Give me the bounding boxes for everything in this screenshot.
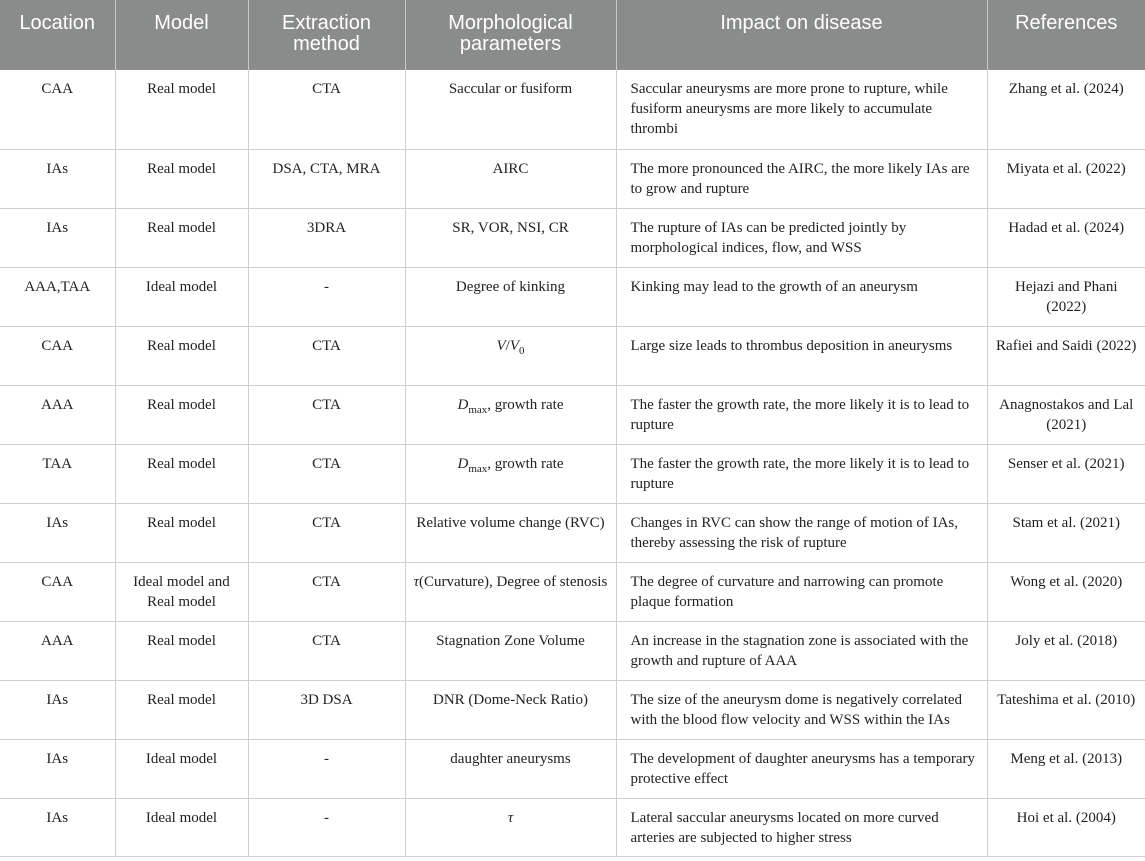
- cell-params: SR, VOR, NSI, CR: [405, 208, 616, 267]
- param-symbol: V: [509, 337, 519, 354]
- cell-model: Ideal model: [115, 798, 248, 856]
- table-row: [0, 798, 1145, 856]
- param-symbol: D: [457, 455, 469, 472]
- cell-method: CTA: [248, 326, 405, 385]
- cell-method: DSA, CTA, MRA: [248, 149, 405, 208]
- param-symbol: τ: [507, 809, 514, 826]
- cell-params: daughter aneurysms: [405, 739, 616, 798]
- cell-method: CTA: [248, 70, 405, 149]
- header-impact-on-disease: Impact on disease: [616, 0, 987, 70]
- cell-method: -: [248, 739, 405, 798]
- cell-location: AAA: [0, 385, 115, 444]
- cell-model: Ideal model: [115, 267, 248, 326]
- cell-reference: Anagnostakos and Lal (2021): [987, 385, 1145, 444]
- param-text: , growth rate: [487, 455, 564, 472]
- cell-reference: Hadad et al. (2024): [987, 208, 1145, 267]
- cell-method: CTA: [248, 385, 405, 444]
- cell-model: Real model: [115, 503, 248, 562]
- cell-location: IAs: [0, 503, 115, 562]
- cell-impact: The development of daughter aneurysms has a temporary protective effect: [616, 739, 987, 798]
- cell-reference: Meng et al. (2013): [987, 739, 1145, 798]
- cell-method: CTA: [248, 562, 405, 621]
- cell-model: Real model: [115, 149, 248, 208]
- cell-impact: Changes in RVC can show the range of motion of IAs, thereby assessing the risk of rupture: [616, 503, 987, 562]
- cell-location: IAs: [0, 149, 115, 208]
- cell-location: IAs: [0, 680, 115, 739]
- table-row: [0, 621, 1145, 680]
- cell-model: Real model: [115, 680, 248, 739]
- cell-location: AAA: [0, 621, 115, 680]
- cell-impact: An increase in the stagnation zone is associated with the growth and rupture of AAA: [616, 621, 987, 680]
- cell-impact: Large size leads to thrombus deposition in aneurysms: [616, 326, 987, 385]
- param-separator: /: [505, 337, 510, 354]
- cell-method: CTA: [248, 444, 405, 503]
- cell-reference: Wong et al. (2020): [987, 562, 1145, 621]
- cell-params: [405, 326, 616, 385]
- cell-params: Degree of kinking: [405, 267, 616, 326]
- cell-reference: Miyata et al. (2022): [987, 149, 1145, 208]
- cell-model: Real model: [115, 208, 248, 267]
- cell-model: Real model: [115, 621, 248, 680]
- param-subscript: 0: [519, 344, 525, 357]
- cell-location: IAs: [0, 798, 115, 856]
- cell-location: IAs: [0, 208, 115, 267]
- cell-reference: Stam et al. (2021): [987, 503, 1145, 562]
- cell-params: DNR (Dome-Neck Ratio): [405, 680, 616, 739]
- cell-reference: Senser et al. (2021): [987, 444, 1145, 503]
- cell-reference: Tateshima et al. (2010): [987, 680, 1145, 739]
- cell-impact: Kinking may lead to the growth of an aneurysm: [616, 267, 987, 326]
- table-row: [0, 70, 1145, 149]
- cell-reference: Hejazi and Phani (2022): [987, 267, 1145, 326]
- cell-model: Real model: [115, 70, 248, 149]
- table-row: [0, 267, 1145, 326]
- param-text: , growth rate: [487, 396, 564, 413]
- cell-method: CTA: [248, 621, 405, 680]
- cell-model: Ideal model: [115, 739, 248, 798]
- cell-params: [405, 798, 616, 856]
- table-row: [0, 149, 1145, 208]
- cell-reference: Rafiei and Saidi (2022): [987, 326, 1145, 385]
- cell-location: CAA: [0, 326, 115, 385]
- cell-reference: Joly et al. (2018): [987, 621, 1145, 680]
- cell-impact: The rupture of IAs can be predicted jointly by morphological indices, flow, and WSS: [616, 208, 987, 267]
- cell-model: Ideal model and Real model: [115, 562, 248, 621]
- table-row: [0, 444, 1145, 503]
- cell-model: Real model: [115, 326, 248, 385]
- cell-params: Saccular or fusiform: [405, 70, 616, 149]
- cell-reference: Zhang et al. (2024): [987, 70, 1145, 149]
- param-subscript: max: [468, 403, 488, 416]
- cell-params: [405, 444, 616, 503]
- cell-location: CAA: [0, 70, 115, 149]
- cell-impact: The degree of curvature and narrowing can promote plaque formation: [616, 562, 987, 621]
- cell-model: Real model: [115, 444, 248, 503]
- header-model: Model: [115, 0, 248, 70]
- cell-impact: The size of the aneurysm dome is negatively correlated with the blood flow velocity and WSS within the IAs: [616, 680, 987, 739]
- cell-reference: Hoi et al. (2004): [987, 798, 1145, 856]
- cell-impact: The faster the growth rate, the more likely it is to lead to rupture: [616, 444, 987, 503]
- param-symbol: V: [496, 337, 506, 354]
- cell-params: AIRC: [405, 149, 616, 208]
- cell-method: 3D DSA: [248, 680, 405, 739]
- table-row: [0, 326, 1145, 385]
- cell-params: Relative volume change (RVC): [405, 503, 616, 562]
- cell-location: IAs: [0, 739, 115, 798]
- param-symbol: τ: [413, 573, 420, 590]
- table-row: [0, 208, 1145, 267]
- table-row: [0, 739, 1145, 798]
- param-text: (Curvature), Degree of stenosis: [419, 573, 608, 590]
- cell-method: -: [248, 798, 405, 856]
- header-extraction-method: Extraction method: [248, 0, 405, 70]
- cell-params: [405, 385, 616, 444]
- param-symbol: D: [457, 396, 469, 413]
- cell-impact: The faster the growth rate, the more likely it is to lead to rupture: [616, 385, 987, 444]
- table-row: [0, 680, 1145, 739]
- header-location: Location: [0, 0, 115, 70]
- cell-method: CTA: [248, 503, 405, 562]
- table-row: [0, 385, 1145, 444]
- cell-location: CAA: [0, 562, 115, 621]
- cell-method: -: [248, 267, 405, 326]
- cell-impact: The more pronounced the AIRC, the more likely IAs are to grow and rupture: [616, 149, 987, 208]
- cell-location: TAA: [0, 444, 115, 503]
- cell-impact: Saccular aneurysms are more prone to rupture, while fusiform aneurysms are more likely to accumulate thrombi: [616, 70, 987, 149]
- param-subscript: max: [468, 462, 488, 475]
- cell-model: Real model: [115, 385, 248, 444]
- cell-params: [405, 562, 616, 621]
- header-references: References: [987, 0, 1145, 70]
- header-morphological-parameters: Morphological parameters: [405, 0, 616, 70]
- table-row: [0, 562, 1145, 621]
- cell-params: Stagnation Zone Volume: [405, 621, 616, 680]
- cell-location: AAA,TAA: [0, 267, 115, 326]
- cell-method: 3DRA: [248, 208, 405, 267]
- table-row: [0, 503, 1145, 562]
- table-header-row: [0, 0, 1145, 70]
- cell-impact: Lateral saccular aneurysms located on more curved arteries are subjected to higher stress: [616, 798, 987, 856]
